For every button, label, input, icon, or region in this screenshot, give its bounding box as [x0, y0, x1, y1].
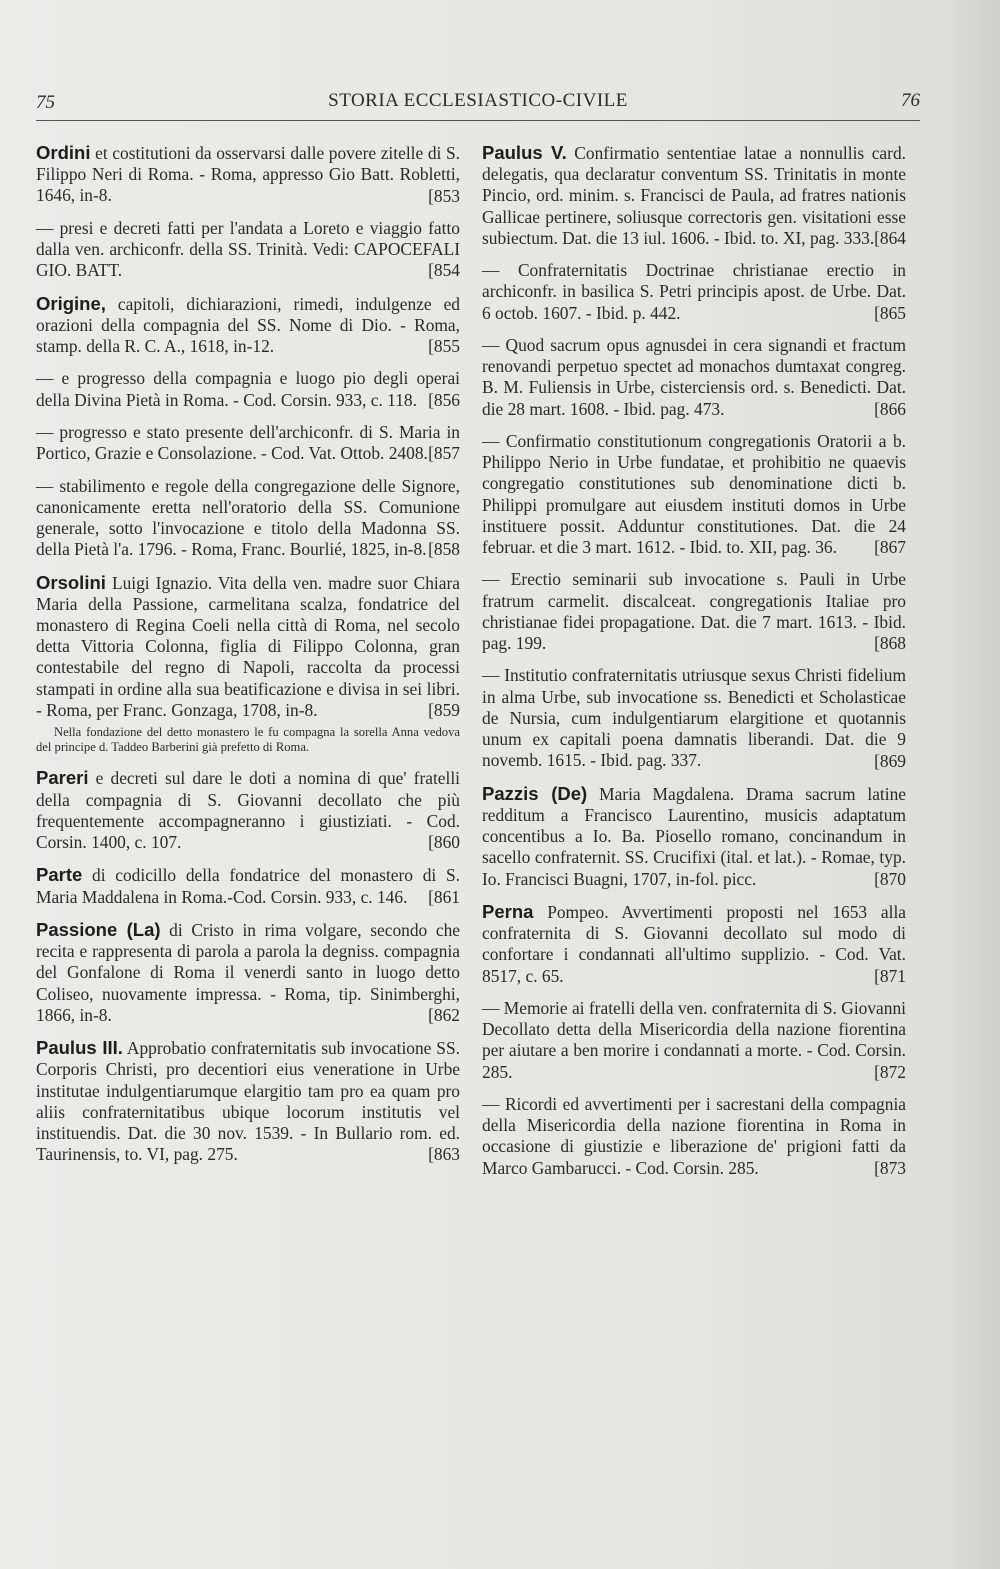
entry-number: [863: [428, 1144, 460, 1165]
entry-number: [865: [874, 302, 906, 323]
entry-heading: Pazzis (De): [482, 782, 588, 804]
entry-number: [855: [428, 336, 460, 357]
entry-body: [482, 142, 906, 249]
entry-text: — Memorie ai fratelli della ven. confraternita di S. Giovanni Decollato detta della Misericordia della nazione fiorentina per aiutare a ben morire i condannati a morte. - Cod. Corsin. 285.: [482, 997, 906, 1082]
entry-text: — Confirmatio constitutionum congregationis Oratorii a b. Philippo Nerio in Urbe fundatae, et prohibitio ne quaevis congregatio constitutiones sub denominatione dicti b. Philippi promulgare aut eiusdem instituti domos in Urbe instituere possit. Adduntur constitutiones. Dat. die 24 februar. et die 3 mart. 1612. - Ibid. to. XII, pag. 36.: [482, 431, 906, 558]
bibliography-entry: [482, 569, 906, 654]
bibliography-entry: [482, 142, 906, 249]
entry-number: [854: [428, 260, 460, 281]
entry-heading: Passione (La): [36, 918, 161, 940]
entry-body: [36, 572, 460, 721]
entry-heading: Orsolini: [36, 571, 106, 593]
bibliography-entry: [482, 1094, 906, 1179]
entry-heading: Parte: [36, 864, 83, 886]
entry-number: [864: [874, 228, 906, 249]
bibliography-entry: [482, 665, 906, 771]
entry-text: Confirmatio sententiae latae a nonnullis card. delegatis, qua declaratur conventum SS. Trinitatis in monte Pincio, ord. minim. s. Francisci de Paula, ad fratres nationis Gallicae pertinere, soliusque correctoris gen. visitationi esse subiectum. Dat. die 13 iul. 1606. - Ibid. to. XI, pag. 333.: [482, 143, 906, 248]
entry-text: di codicillo della fondatrice del monastero di S. Maria Maddalena in Roma.-Cod. Corsin. 933, c. 146.: [36, 865, 460, 907]
bibliography-entry: [36, 767, 460, 853]
bibliography-entry: [482, 260, 906, 324]
entry-number: [859: [428, 700, 460, 721]
entry-text: Maria Magdalena. Drama sacrum latine redditum a Francisco Laurentino, musicis adaptatum concentibus a Io. Ba. Piosello romano, concinandum in sacello confraternit. SS. Crucifixi (ital. et lat.). - Romae, typ. Io. Francisci Buagni, 1707, in-fol. picc.: [482, 783, 906, 889]
bibliography-entry: [36, 864, 460, 908]
bibliography-entry: [482, 901, 906, 987]
entry-text: et costitutioni da osservarsi dalle povere zitelle di S. Filippo Neri di Roma. - Roma, appresso Gio Batt. Robletti, 1646, in-8.: [36, 143, 460, 206]
entry-text: di Cristo in rima volgare, secondo che recita e rappresenta di parola a parola la degniss. compagnia del Gonfalone di Roma il venerdi santo in luogo detto Coliseo, nuovamente impressa. - Roma, tip. Sinimberghi, 1866, in-8.: [36, 919, 460, 1025]
entry-heading: Paulus III.: [36, 1037, 123, 1059]
entry-body: [36, 368, 460, 410]
entry-number: [860: [428, 832, 460, 853]
header-rule: [36, 120, 920, 121]
entry-text: — Confraternitatis Doctrinae christianae erectio in archiconfr. in basilica S. Petri principis apost. de Urbe. Dat. 6 octob. 1607. - Ibid. p. 442.: [482, 260, 906, 323]
entry-heading: Origine,: [36, 292, 106, 314]
entry-number: [856: [428, 389, 460, 410]
entry-text: — Erectio seminarii sub invocatione s. Pauli in Urbe fratrum carmelit. discalceat. congregationis Italiae pro christianae fidei propagatione. Dat. die 7 mart. 1613. - Ibid. pag. 199.: [482, 569, 906, 654]
entry-text: capitoli, dichiarazioni, rimedi, indulgenze ed orazioni della compagnia del SS. Nome di Dio. - Roma, stamp. della R. C. A., 1618, in-12.: [36, 293, 460, 357]
entry-text: — Quod sacrum opus agnusdei in cera signandi et fractum renovandi perpetuo spectet ad monachos dumtaxat congreg. B. M. Fuliensis in Urbe, cisterciensis ord. s. Benedicti. Dat. die 28 mart. 1608. - Ibid. pag. 473.: [482, 335, 906, 419]
entry-text: e decreti sul dare le doti a nomina di que' fratelli della compagnia di S. Giovanni decollato che più frequentemente accompagneranno i giustiziati. - Cod. Corsin. 1400, c. 107.: [36, 768, 460, 852]
entry-heading: Perna: [482, 900, 534, 922]
entry-text: — Institutio confraternitatis utriusque sexus Christi fidelium in alma Urbe, sub invocatione ss. Benedicti et Scholasticae de Nursia, cum indulgentiarum elargitione et quotannis unum ex capitali poena damnatis liberandi. Dat. die 9 novemb. 1615. - Ibid. pag. 337.: [482, 665, 906, 771]
bibliography-entry: [482, 335, 906, 420]
page-number-right: 76: [901, 90, 920, 111]
bibliography-entry: [36, 142, 460, 207]
entry-text: Luigi Ignazio. Vita della ven. madre suor Chiara Maria della Passione, carmelitana scalza, fondatrice del monastero di Regina Coeli nella città di Roma, nel secolo detta Vittoria Colonna, figlia di Filippo Colonna, gran contestabile del regno di Napoli, raccolta da processi stampati in ordine alla sua beatificazione e divisa in sei libri. - Roma, per Franc. Gonzaga, 1708, in-8.: [36, 572, 460, 720]
entry-text: — presi e decreti fatti per l'andata a Loreto e viaggio fatto dalla ven. archiconfr. della SS. Trinità. Vedi: CAPOCEFALI GIO. BATT.: [36, 217, 460, 281]
entry-number: [870: [874, 868, 906, 889]
right-column: [482, 142, 906, 1190]
entry-note: Nella fondazione del detto monastero le fu compagna la sorella Anna vedova del principe d. Taddeo Barberini già prefetto di Roma.: [36, 725, 460, 755]
entry-text: — progresso e stato presente dell'archiconfr. di S. Maria in Portico, Grazie e Consolazione. - Cod. Vat. Ottob. 2408.: [36, 422, 460, 464]
bibliography-entry: [36, 293, 460, 358]
entry-number: [857: [428, 443, 460, 464]
bibliography-entry: [36, 422, 460, 465]
bibliography-entry: [36, 476, 460, 561]
entry-heading: Pareri: [36, 767, 89, 789]
bibliography-entry: [482, 431, 906, 558]
entry-heading: Paulus V.: [482, 142, 567, 163]
entry-text: — stabilimento e regole della congregazione delle Signore, canonicamente eretta nell'oratorio della SS. Comunione generale, sotto l'invocazione e titolo della Madonna SS. della Pietà l'a. 1796. - Roma, Franc. Bourlié, 1825, in-8.: [36, 475, 460, 560]
page-number-left: 75: [36, 92, 55, 113]
bibliography-entry: [482, 998, 906, 1083]
entry-heading: Ordini: [36, 142, 91, 163]
entry-body: [36, 422, 460, 464]
bibliography-entry: [36, 218, 460, 282]
entry-number: [853: [428, 185, 460, 206]
entry-number: [873: [874, 1157, 906, 1178]
entry-number: [858: [428, 539, 460, 560]
bibliography-entry: [36, 1037, 460, 1165]
entry-body: [36, 476, 460, 561]
left-column: [36, 142, 460, 1177]
running-title: STORIA ECCLESIASTICO-CIVILE: [328, 90, 628, 111]
entry-text: Pompeo. Avvertimenti proposti nel 1653 alla confraternita di S. Giovanni decollato sul modo di confortare i condannati all'ultimo supplizio. - Cod. Vat. 8517, c. 65.: [482, 901, 906, 986]
entry-text: Approbatio confraternitatis sub invocatione SS. Corporis Christi, pro decentiori eius veneratione in Urbe institutae indulgentiarumque elargitio tam pro ea quam pro aliis confraternitatibus ubique locorum institutis vel instituendis. Dat. die 30 nov. 1539. - In Bullario rom. ed. Taurinensis, to. VI, pag. 275.: [36, 1038, 461, 1165]
entry-text: — e progresso della compagnia e luogo pio degli operai della Divina Pietà in Roma. - Cod. Corsin. 933, c. 118.: [36, 368, 460, 410]
bibliography-entry: [482, 783, 906, 890]
entry-number: [871: [874, 965, 906, 986]
entry-text: — Ricordi ed avvertimenti per i sacrestani della compagnia della Misericordia della nazione fiorentina in Roma in occasione di giustizie e liberazione de' prigioni fatti da Marco Gambarucci. - Cod. Corsin. 285.: [482, 1093, 906, 1178]
bibliography-entry: [36, 572, 460, 756]
entry-body: [36, 864, 460, 907]
entry-number: [861: [428, 886, 460, 907]
entry-number: [862: [428, 1004, 460, 1025]
running-header: [36, 90, 920, 118]
bibliography-entry: [36, 368, 460, 411]
entry-number: [867: [874, 537, 906, 558]
entry-number: [872: [874, 1061, 906, 1082]
entry-number: [866: [874, 398, 906, 419]
entry-number: [868: [874, 633, 906, 654]
entry-number: [869: [874, 750, 906, 771]
bibliography-entry: [36, 919, 460, 1026]
